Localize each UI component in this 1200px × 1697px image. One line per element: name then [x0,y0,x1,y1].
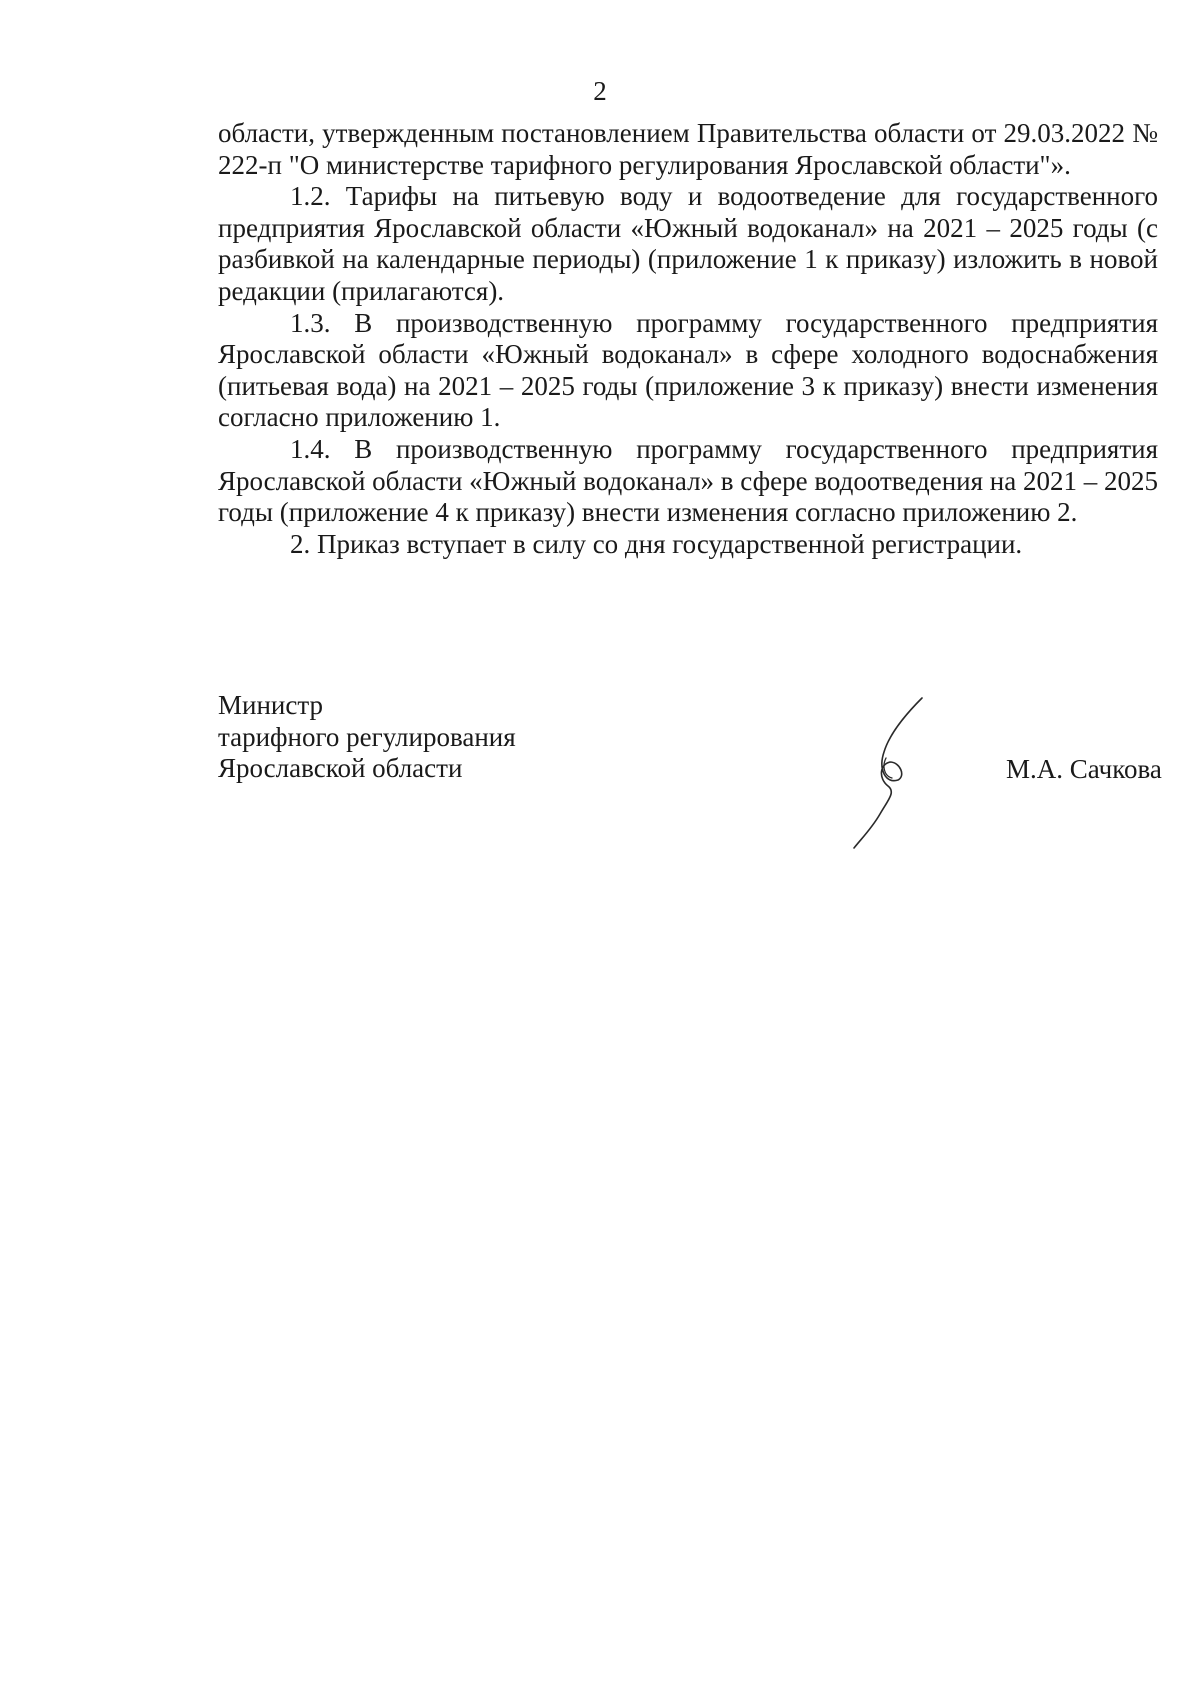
paragraph-2: 2. Приказ вступает в силу со дня государственной регистрации. [290,528,1023,559]
paragraph-1-2: 1.2. Тарифы на питьевую воду и водоотведение для государственного предприятия Ярославской области «Южный водоканал» на 2021 – 2025 годы (с разбивкой на календарные периоды) (приложение 1 к приказу) изложить в новой редакции (прилагаются). [218,181,1158,306]
signer-title-line-2: тарифного регулирования [218,721,516,752]
paragraph-1-4: 1.4. В производственную программу государственного предприятия Ярославской области «Южный водоканал» в сфере водоотведения на 2021 – 2025 годы (приложение 4 к приказу) внести изменения согласно приложению 2. [218,433,1158,528]
paragraph-continuation: области, утвержденным постановлением Правительства области от 29.03.2022 № 222-п "О министерстве тарифного регулирования Ярославской области"». [218,118,1158,180]
signer-title-line-1: Министр [218,690,323,720]
handwritten-signature-icon [840,692,940,852]
page-number: 2 [593,76,607,106]
signer-title [218,690,516,785]
signer-name: М.А. Сачкова [1006,754,1162,784]
signer-title-line-3: Ярославской области [218,753,463,784]
document-body [218,118,1158,560]
paragraph-1-3: 1.3. В производственную программу государственного предприятия Ярославской области «Южный водоканал» в сфере холодного водоснабжения (питьевая вода) на 2021 – 2025 годы (приложение 3 к приказу) внести изменения согласно приложению 1. [218,307,1158,433]
